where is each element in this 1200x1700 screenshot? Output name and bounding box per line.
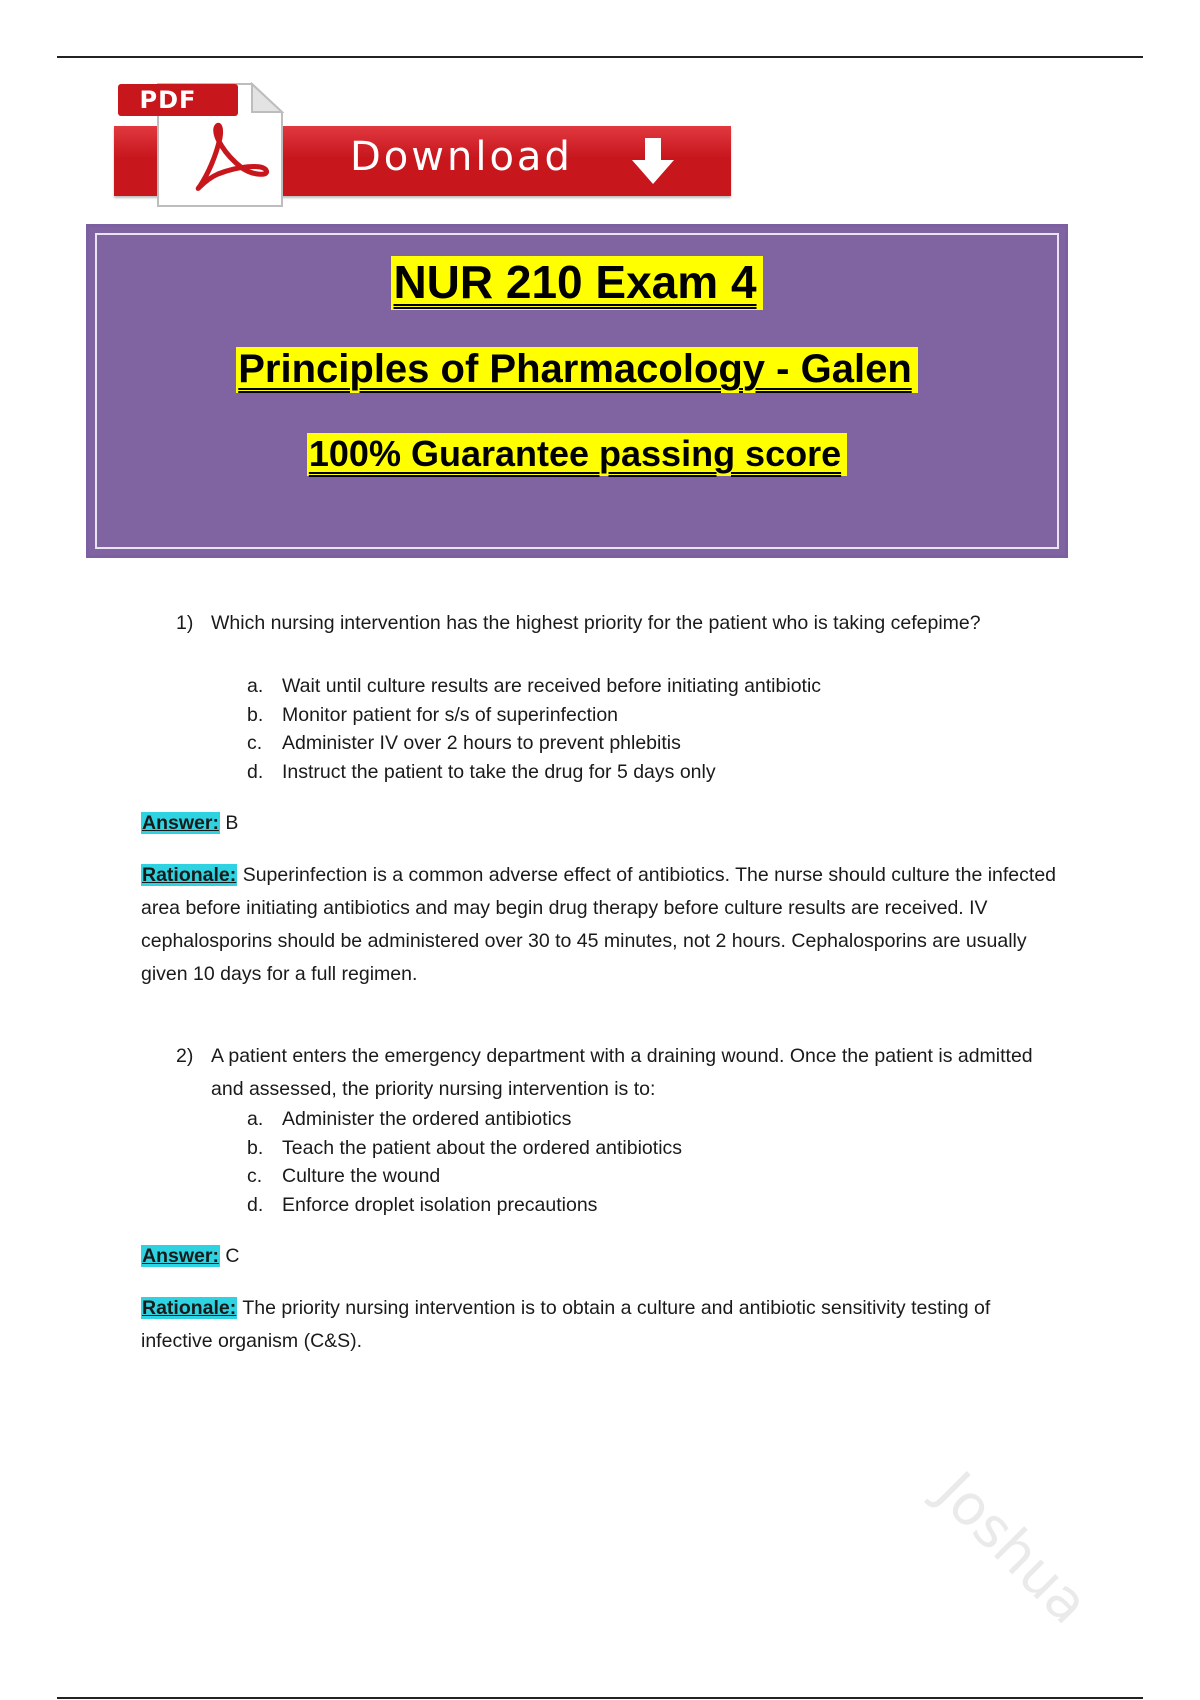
- question-text: Which nursing intervention has the highest priority for the patient who is taking cefepime?: [211, 612, 981, 634]
- rationale-label: Rationale:: [142, 1297, 237, 1319]
- option-list: [247, 1105, 682, 1219]
- exam-title: NUR 210 Exam 4: [89, 255, 1065, 309]
- rationale-text: The priority nursing intervention is to obtain a culture and antibiotic sensitivity testing of infective organism (C&S).: [141, 1297, 991, 1352]
- answer-value: B: [225, 812, 239, 834]
- answer-value: C: [225, 1245, 240, 1267]
- pdf-download-banner[interactable]: [114, 78, 731, 208]
- watermark: Joshua: [924, 1460, 1102, 1637]
- rationale-label: Rationale:: [142, 864, 237, 886]
- top-rule: [57, 56, 1143, 58]
- option-item: b. Monitor patient for s/s of superinfection: [247, 703, 619, 726]
- download-label: Download: [350, 134, 573, 180]
- bottom-rule: [57, 1697, 1143, 1699]
- question-text: A patient enters the emergency department with a draining wound. Once the patient is admitted and assessed, the priority nursing intervention is to:: [211, 1045, 1033, 1100]
- option-item: d. Enforce droplet isolation precautions: [247, 1193, 598, 1216]
- answer-label: Answer:: [142, 812, 219, 834]
- option-item: a. Administer the ordered antibiotics: [247, 1108, 572, 1130]
- rationale-paragraph: [141, 1292, 1061, 1358]
- option-item: b. Teach the patient about the ordered antibiotics: [247, 1136, 683, 1159]
- pdf-tag: PDF: [118, 84, 238, 116]
- question-number: 1): [176, 612, 194, 634]
- arrow-down-icon: [628, 136, 678, 188]
- title-box: [86, 224, 1068, 558]
- option-item: c. Administer IV over 2 hours to prevent phlebitis: [247, 732, 681, 754]
- guarantee-title: 100% Guarantee passing score: [89, 433, 1065, 475]
- course-title: Principles of Pharmacology - Galen: [89, 347, 1065, 392]
- answer-line: [141, 1240, 1061, 1273]
- question-number: 2): [176, 1045, 194, 1067]
- answer-line: [141, 807, 1061, 840]
- rationale-paragraph: [141, 859, 1061, 991]
- option-item: a. Wait until culture results are received before initiating antibiotic: [247, 675, 822, 697]
- answer-label: Answer:: [142, 1245, 219, 1267]
- option-item: c. Culture the wound: [247, 1165, 441, 1187]
- rationale-text: Superinfection is a common adverse effect of antibiotics. The nurse should culture the infected area before initiating antibiotics and may begin drug therapy before culture results are received. IV cephalosporins should be administered over 30 to 45 minutes, not 2 hours. Cephalosporins are usually given 10 days for a full regimen.: [141, 864, 1057, 985]
- option-list: [247, 672, 821, 786]
- option-item: d. Instruct the patient to take the drug for 5 days only: [247, 760, 716, 783]
